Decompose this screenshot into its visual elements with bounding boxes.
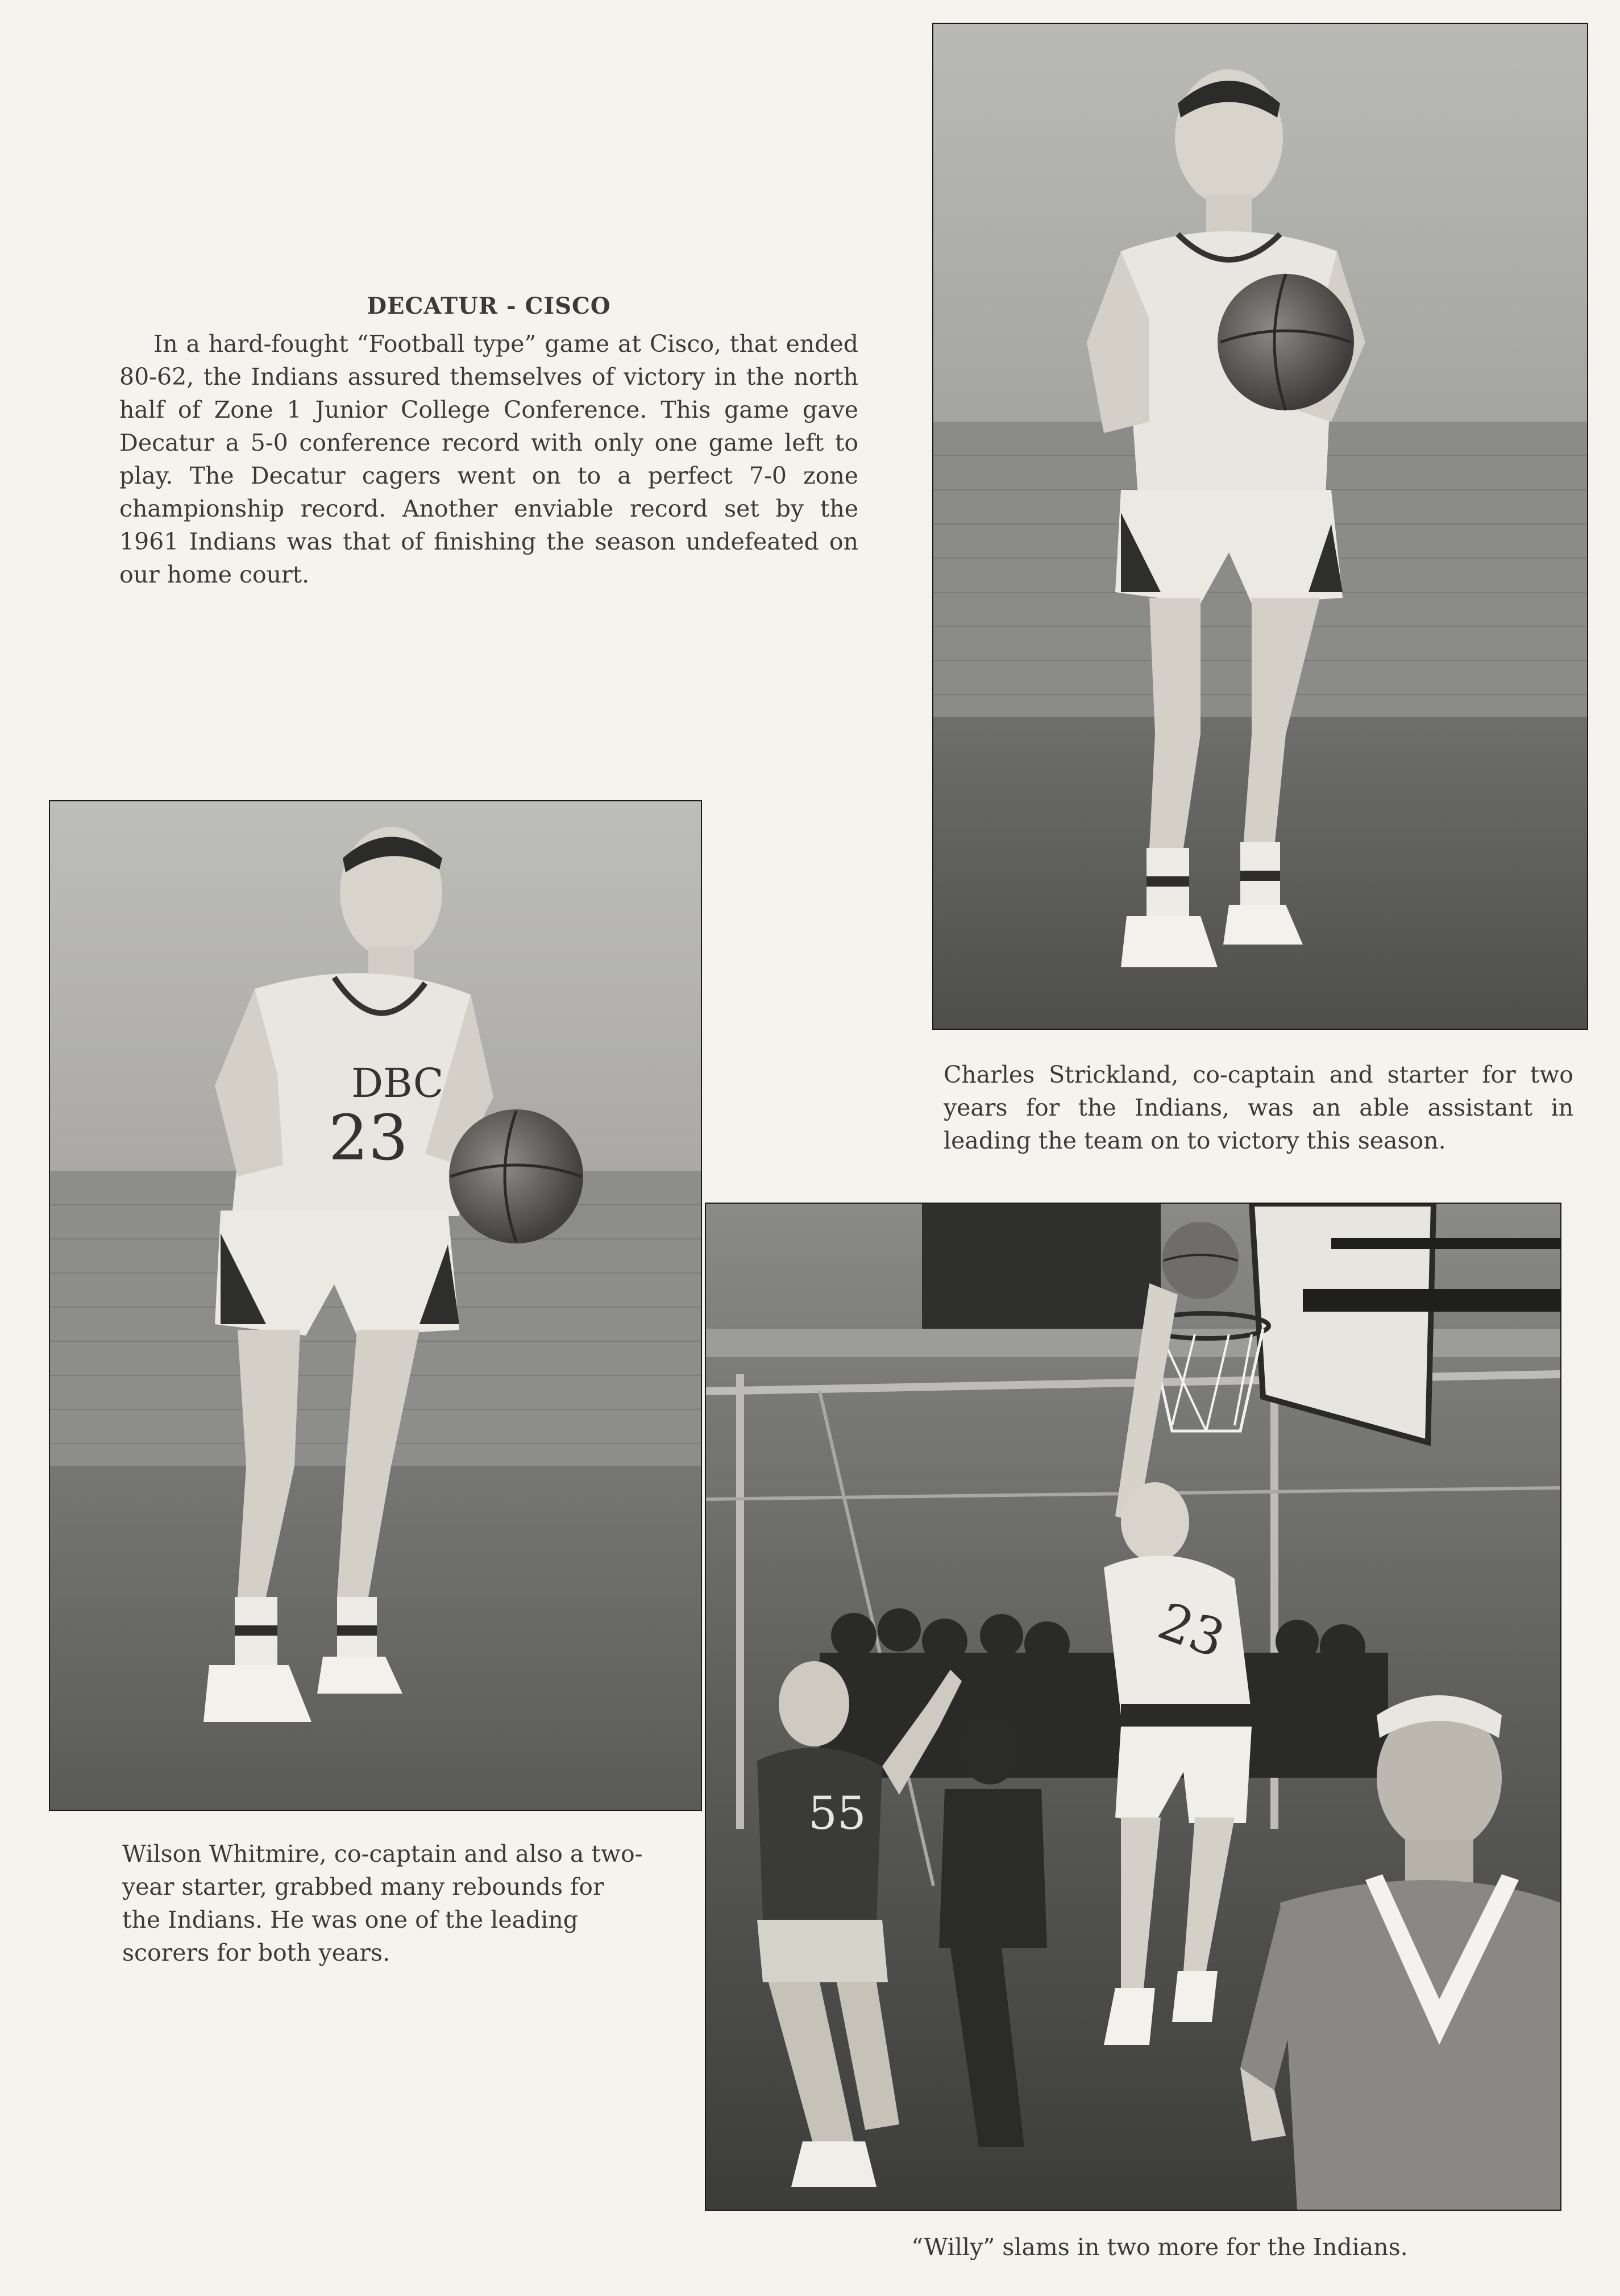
wilson-jersey-letters: DBC xyxy=(351,1060,444,1107)
story-block xyxy=(119,290,858,591)
wilson-jersey-number: 23 xyxy=(329,1101,408,1174)
charles-photo-illustration xyxy=(933,24,1587,1029)
story-body: In a hard-fought “Football type” game at Cisco, that ended 80-62, the Indians assured themselves of victory in the north half of Zone 1 Junior College Conference. This game gave Decatur a 5-0 conference record with only one game left to play. The Decatur cagers went on to a perfect 7-0 zone championship record. Another enviable record set by the 1961 Indians was that of finishing the season undefeated on our home court. xyxy=(119,330,858,588)
opponent-jersey-number: 55 xyxy=(808,1787,866,1840)
story-heading: DECATUR - CISCO xyxy=(367,293,611,319)
caption-charles: Charles Strickland, co-captain and starter for two years for the Indians, was an able assistant in leading the team on to victory this season. xyxy=(944,1061,1573,1154)
willy-jersey-number: 23 xyxy=(1150,1591,1233,1670)
wilson-photo-illustration xyxy=(50,801,701,1810)
caption-wilson: Wilson Whitmire, co-captain and also a two-year starter, grabbed many rebounds for the Indians. He was one of the leading scorers for both years. xyxy=(122,1840,643,1966)
caption-willy: “Willy” slams in two more for the Indians. xyxy=(911,2233,1408,2261)
willy-photo-illustration xyxy=(706,1204,1560,2210)
photo-willy-layup xyxy=(706,1204,1560,2210)
photo-charles-strickland xyxy=(933,24,1587,1029)
photo-wilson-whitmire xyxy=(50,801,701,1810)
